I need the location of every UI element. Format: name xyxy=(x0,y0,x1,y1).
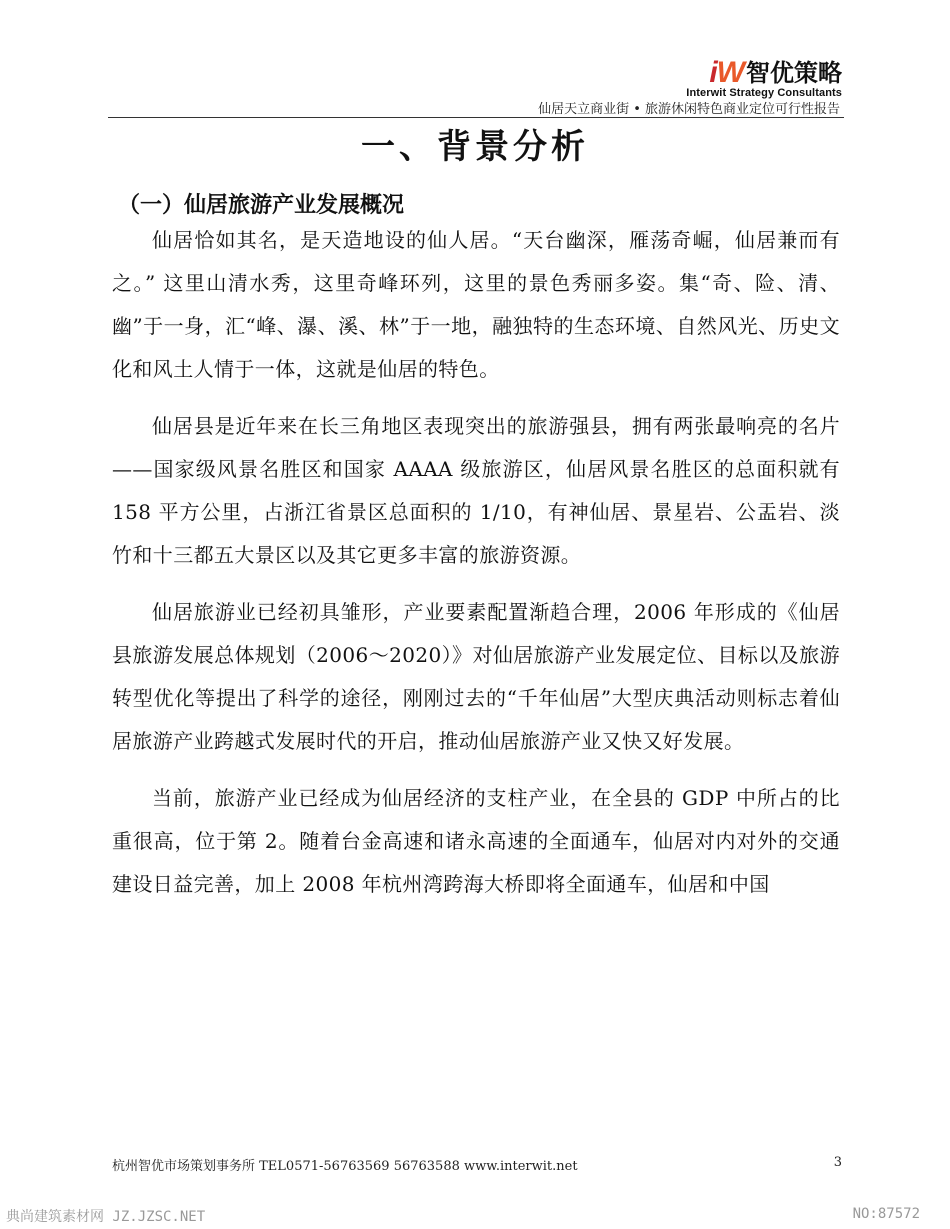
logo-chinese-name: 智优策略 xyxy=(746,59,842,87)
logo-mark-i: i xyxy=(709,56,717,89)
paragraph: 仙居县是近年来在长三角地区表现突出的旅游强县，拥有两张最响亮的名片——国家级风景名胜区和国家 AAAA 级旅游区，仙居风景名胜区的总面积就有 158 平方公里，占浙江省景区总面积的 1/10，有神仙居、景星岩、公盂岩、淡竹和十三都五大景区以及其它更多丰富的旅游资源。 xyxy=(112,414,840,567)
page-number: 3 xyxy=(833,1155,842,1170)
logo-row xyxy=(686,58,842,88)
paragraph: 仙居旅游业已经初具雏形，产业要素配置渐趋合理，2006 年形成的《仙居县旅游发展总体规划（2006～2020）》对仙居旅游产业发展定位、目标以及旅游转型优化等提出了科学的途径，刚刚过去的“千年仙居”大型庆典活动则标志着仙居旅游产业跨越式发展时代的开启，推动仙居旅游产业又快又好发展。 xyxy=(112,600,840,753)
watermark-bar xyxy=(0,1200,950,1229)
watermark-site: 典尚建筑素材网 JZ.JZSC.NET xyxy=(6,1209,206,1225)
logo-english-name: Interwit Strategy Consultants xyxy=(686,87,842,99)
logo-mark-w: W xyxy=(716,56,744,89)
logo-mark xyxy=(709,58,744,88)
page-footer xyxy=(112,1155,842,1174)
header-divider xyxy=(108,117,844,118)
paragraph: 当前，旅游产业已经成为仙居经济的支柱产业，在全县的 GDP 中所占的比重很高，位于第 2。随着台金高速和诸永高速的全面通车，仙居对内对外的交通建设日益完善，加上 2008 年杭州湾跨海大桥即将全面通车，仙居和中国 xyxy=(112,786,840,896)
watermark-id: NO:87572 xyxy=(852,1206,920,1222)
company-logo xyxy=(686,58,842,99)
chapter-title: 一、背景分析 xyxy=(361,127,589,167)
section-title: （一）仙居旅游产业发展概况 xyxy=(118,193,405,218)
report-subtitle: 仙居天立商业街 • 旅游休闲特色商业定位可行性报告 xyxy=(538,102,840,117)
footer-contact: 杭州智优市场策划事务所 TEL0571-56763569 56763588 www.interwit.net xyxy=(112,1159,578,1174)
body-text xyxy=(112,219,840,920)
paragraph: 仙居恰如其名，是天造地设的仙人居。“天台幽深，雁荡奇崛，仙居兼而有之。” 这里山清水秀，这里奇峰环列，这里的景色秀丽多姿。集“奇、险、清、幽”于一身，汇“峰、瀑、溪、林”于一地，融独特的生态环境、自然风光、历史文化和风土人情于一体，这就是仙居的特色。 xyxy=(112,228,840,381)
